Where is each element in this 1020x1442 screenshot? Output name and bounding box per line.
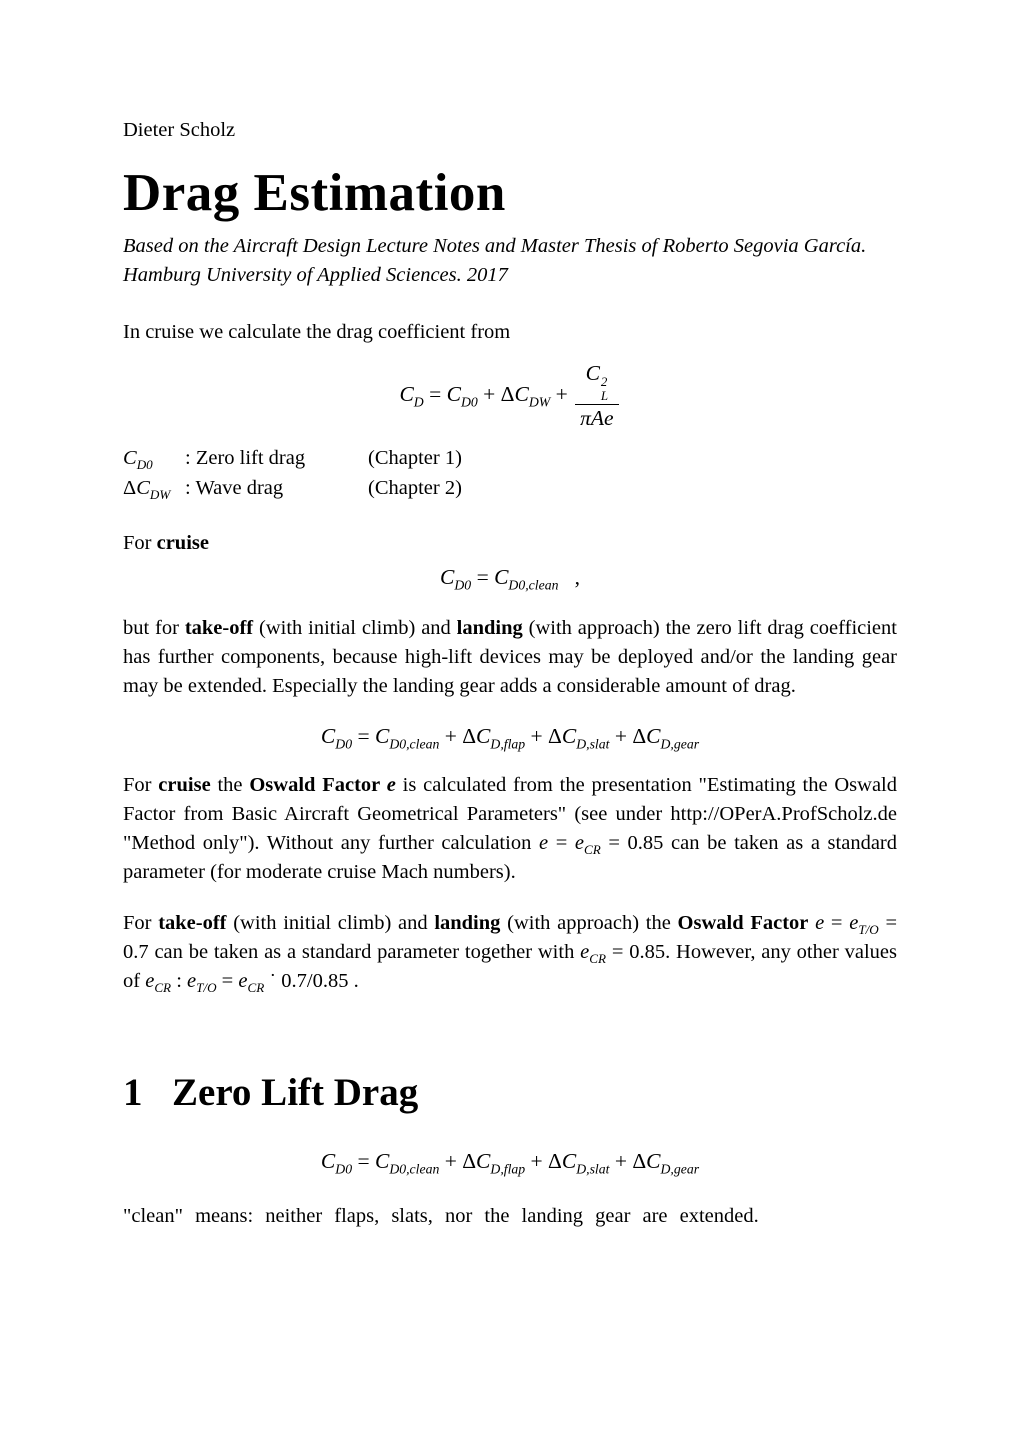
chapter-ref: (Chapter 2) — [368, 476, 462, 499]
paragraph-for-cruise: For cruise — [123, 531, 209, 554]
section-heading — [123, 1070, 897, 1116]
formula-drag-total: $C_D = C_{D0} + \Delta C_{DW}$ + C 2 L πAe — [123, 361, 897, 431]
paragraph-oswald-takeoff: For take-off (with initial climb) and landing (with approach) the Oswald Factor $e = e_{T/O} = 0.7$ can be taken as a standard parameter together with $e_{CR} = 0.85$. However, any other values of $e_{CR}$ : $e_{T/O} = e_{CR}$ ˙ 0.7/0.85 . — [123, 911, 898, 995]
author-line: Dieter Scholz — [123, 119, 236, 141]
paragraph-clean-note: "clean" means: neither flaps, slats, nor the landing gear are extended. — [123, 1204, 759, 1227]
symbol-delta-cdw: $\Delta C_{DW}$ — [123, 476, 171, 502]
chapter-ref: (Chapter 1) — [368, 446, 462, 469]
paragraph-takeoff-landing: but for take-off (with initial climb) and landing (with approach) the zero lift drag coefficient has further components, because high-lift devices may be deployed and/or the landing gear may be extended. Especially the landing gear adds a considerable amount of drag. — [123, 616, 897, 697]
definition-list — [123, 443, 897, 503]
subtitle-line-1: Based on the Aircraft Design Lecture Notes and Master Thesis of Roberto Segovia García. — [123, 235, 867, 257]
definition-label: : Wave drag — [185, 476, 284, 499]
paragraph-intro: In cruise we calculate the drag coefficient from — [123, 321, 511, 343]
definition-row — [123, 473, 897, 503]
formula-cd0-clean: $C_{D0} = C_{D0,clean}$ , — [440, 564, 580, 593]
definition-row — [123, 443, 897, 473]
symbol-cd0: $C_{D0}$ — [123, 446, 153, 472]
subtitle — [123, 232, 897, 290]
section-title: Zero Lift Drag — [172, 1070, 419, 1114]
document-title: Drag Estimation — [123, 164, 506, 222]
section-number: 1 — [123, 1070, 143, 1114]
subtitle-line-2: Hamburg University of Applied Sciences. 2017 — [123, 264, 508, 286]
formula-cd0-components: $C_{D0} = C_{D0,clean} + \Delta C_{D,flap} + \Delta C_{D,slat} + \Delta C_{D,gear}$ — [320, 723, 700, 752]
paragraph-oswald-cruise: For cruise the Oswald Factor e is calculated from the presentation "Estimating the Oswald Factor from Basic Aircraft Geometrical Parameters" (see under http://OPerA.ProfScholz.de "Method only"). Without any further calculation $e = e_{CR} = 0.85$ can be taken as a standard parameter (for moderate cruise Mach numbers). — [123, 773, 897, 883]
formula-zero-lift: $C_{D0} = C_{D0,clean} + \Delta C_{D,flap} + \Delta C_{D,slat} + \Delta C_{D,gear}$ — [320, 1148, 700, 1177]
definition-label: : Zero lift drag — [185, 446, 306, 469]
